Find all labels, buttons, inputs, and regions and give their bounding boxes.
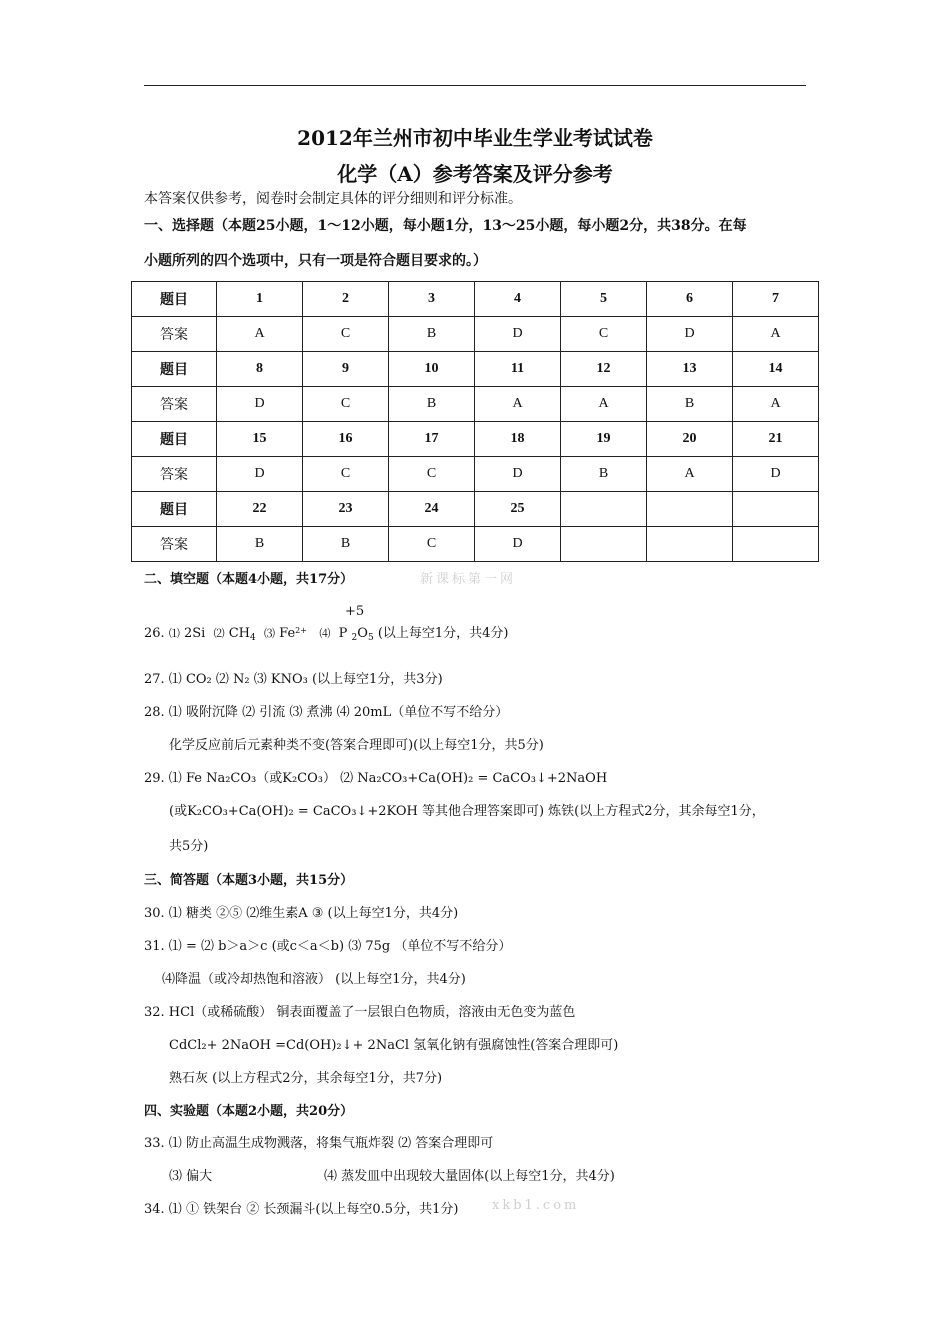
question-number-cell: 9 bbox=[303, 352, 389, 387]
section3-heading: 三、简答题（本题3小题，共15分） bbox=[144, 873, 354, 888]
answer-cell: C bbox=[303, 317, 389, 352]
q29-line2: (或K₂CO₃+Ca(OH)₂ = CaCO₃↓+2KOH 等其他合理答案即可) 炼铁(以上方程式2分，其余每空1分， bbox=[169, 804, 765, 819]
answer-cell: B bbox=[389, 387, 475, 422]
section1-heading-line1: 一、选择题（本题25小题，1～12小题，每小题1分，13～25小题，每小题2分，共38分。在每 bbox=[144, 218, 747, 234]
exam-subtitle: 化学（A）参考答案及评分参考 bbox=[337, 162, 613, 186]
section2-heading: 二、填空题（本题4小题，共17分） bbox=[144, 572, 354, 587]
q31-line1: 31. ⑴ = ⑵ b＞a＞c (或c＜a＜b) ⑶ 75g （单位不写不给分） bbox=[144, 939, 512, 954]
answer-row bbox=[132, 457, 819, 492]
answer-row bbox=[132, 527, 819, 562]
question-number-cell: 25 bbox=[475, 492, 561, 527]
q26-answer-1: 2Si bbox=[183, 626, 206, 641]
q26-mark-4: ⑷ bbox=[319, 627, 331, 640]
answer-row bbox=[132, 317, 819, 352]
section4-heading: 四、实验题（本题2小题，共20分） bbox=[144, 1104, 354, 1119]
exam-title: 2012年兰州市初中毕业生学业考试试卷 bbox=[297, 126, 653, 150]
answer-cell: D bbox=[217, 457, 303, 492]
question-number-cell: 4 bbox=[475, 282, 561, 317]
question-number-row bbox=[132, 352, 819, 387]
q26-answer-2: CH bbox=[228, 626, 251, 641]
answer-cell: D bbox=[733, 457, 819, 492]
q26-mark-2: ⑵ bbox=[213, 627, 225, 640]
question-label-cell: 题目 bbox=[132, 352, 217, 387]
answer-cell: B bbox=[389, 317, 475, 352]
question-number-cell: 17 bbox=[389, 422, 475, 457]
q33-line2b: ⑷ 蒸发皿中出现较大量固体(以上每空1分，共4分) bbox=[324, 1169, 615, 1184]
answer-cell: A bbox=[647, 457, 733, 492]
question-number-cell: 21 bbox=[733, 422, 819, 457]
answer-cell: D bbox=[647, 317, 733, 352]
question-number-row bbox=[132, 492, 819, 527]
answer-cell: C bbox=[303, 457, 389, 492]
answer-cell: A bbox=[475, 387, 561, 422]
question-number-cell: 15 bbox=[217, 422, 303, 457]
q33-line1: 33. ⑴ 防止高温生成物溅落，将集气瓶炸裂 ⑵ 答案合理即可 bbox=[144, 1136, 494, 1151]
answer-cell: A bbox=[217, 317, 303, 352]
q26-mark-3: ⑶ bbox=[264, 627, 276, 640]
question-number-cell: 3 bbox=[389, 282, 475, 317]
question-number-cell: 24 bbox=[389, 492, 475, 527]
answer-cell: B bbox=[217, 527, 303, 562]
watermark-site: xkb1.com bbox=[492, 1198, 580, 1213]
question-label-cell: 题目 bbox=[132, 282, 217, 317]
watermark-text: 新课标第一网 bbox=[420, 572, 517, 587]
answer-cell: D bbox=[217, 387, 303, 422]
answer-cell: B bbox=[303, 527, 389, 562]
q26-line: 26. ⑴ 2Si ⑵ $CH_4$ ⑶ $Fe^{2+}$ ⑷ P $_2O_5$ (以上每空1分，共4分) bbox=[144, 626, 509, 643]
q26-number: 26. bbox=[144, 626, 165, 641]
question-number-cell: 11 bbox=[475, 352, 561, 387]
question-number-cell bbox=[733, 492, 819, 527]
answer-table bbox=[131, 281, 819, 562]
q26-mark-1: ⑴ bbox=[168, 627, 180, 640]
intro-note: 本答案仅供参考，阅卷时会制定具体的评分细则和评分标准。 bbox=[144, 191, 522, 207]
answer-label-cell: 答案 bbox=[132, 387, 217, 422]
question-number-cell: 10 bbox=[389, 352, 475, 387]
question-number-cell bbox=[647, 492, 733, 527]
answer-label-cell: 答案 bbox=[132, 527, 217, 562]
question-number-cell: 16 bbox=[303, 422, 389, 457]
q32-line3: 熟石灰 (以上方程式2分，其余每空1分，共7分) bbox=[169, 1071, 443, 1086]
q26-answer-4: P bbox=[338, 626, 348, 641]
answer-cell: C bbox=[389, 457, 475, 492]
question-number-cell: 22 bbox=[217, 492, 303, 527]
question-number-row bbox=[132, 422, 819, 457]
answer-cell bbox=[647, 527, 733, 562]
answer-cell: A bbox=[561, 387, 647, 422]
q26-score: (以上每空1分，共4分) bbox=[377, 626, 509, 641]
q32-line2: CdCl₂+ 2NaOH =Cd(OH)₂↓+ 2NaCl 氢氧化钠有强腐蚀性(答案合理即可) bbox=[169, 1038, 619, 1053]
answer-cell: D bbox=[475, 317, 561, 352]
q28-line2: 化学反应前后元素种类不变(答案合理即可)(以上每空1分，共5分) bbox=[169, 738, 544, 753]
question-number-cell: 2 bbox=[303, 282, 389, 317]
q32-line1: 32. HCl（或稀硫酸） 铜表面覆盖了一层银白色物质，溶液由无色变为蓝色 bbox=[144, 1005, 576, 1020]
q26-answer-3: Fe bbox=[279, 626, 296, 641]
q27-line: 27. ⑴ CO₂ ⑵ N₂ ⑶ KNO₃ (以上每空1分，共3分) bbox=[144, 672, 443, 687]
section1-heading-line2: 小题所列的四个选项中，只有一项是符合题目要求的。） bbox=[144, 253, 487, 269]
question-number-cell bbox=[561, 492, 647, 527]
answer-cell: C bbox=[389, 527, 475, 562]
answer-cell: A bbox=[733, 317, 819, 352]
answer-label-cell: 答案 bbox=[132, 457, 217, 492]
answer-cell: B bbox=[561, 457, 647, 492]
question-number-cell: 6 bbox=[647, 282, 733, 317]
answer-cell bbox=[733, 527, 819, 562]
question-number-cell: 23 bbox=[303, 492, 389, 527]
question-label-cell: 题目 bbox=[132, 422, 217, 457]
answer-cell: D bbox=[475, 457, 561, 492]
answer-cell: B bbox=[647, 387, 733, 422]
answer-cell: C bbox=[561, 317, 647, 352]
question-number-row bbox=[132, 282, 819, 317]
answer-row bbox=[132, 387, 819, 422]
question-label-cell: 题目 bbox=[132, 492, 217, 527]
answer-cell: A bbox=[733, 387, 819, 422]
q28-line1: 28. ⑴ 吸附沉降 ⑵ 引流 ⑶ 煮沸 ⑷ 20mL（单位不写不给分） bbox=[144, 705, 509, 720]
answer-cell: D bbox=[475, 527, 561, 562]
question-number-cell: 7 bbox=[733, 282, 819, 317]
q29-line1: 29. ⑴ Fe Na₂CO₃（或K₂CO₃） ⑵ Na₂CO₃+Ca(OH)₂ = CaCO₃↓+2NaOH bbox=[144, 771, 608, 786]
question-number-cell: 8 bbox=[217, 352, 303, 387]
question-number-cell: 19 bbox=[561, 422, 647, 457]
question-number-cell: 1 bbox=[217, 282, 303, 317]
question-number-cell: 14 bbox=[733, 352, 819, 387]
q31-line2: ⑷降温（或冷却热饱和溶液） (以上每空1分，共4分) bbox=[162, 972, 466, 987]
answer-label-cell: 答案 bbox=[132, 317, 217, 352]
top-rule bbox=[144, 85, 806, 86]
q29-line3: 共5分) bbox=[169, 839, 209, 854]
q30-line: 30. ⑴ 糖类 ②⑤ ⑵维生素A ③ (以上每空1分，共4分) bbox=[144, 906, 459, 921]
question-number-cell: 13 bbox=[647, 352, 733, 387]
answer-cell: C bbox=[303, 387, 389, 422]
question-number-cell: 12 bbox=[561, 352, 647, 387]
q34-line: 34. ⑴ ① 铁架台 ② 长颈漏斗(以上每空0.5分，共1分) bbox=[144, 1202, 459, 1217]
answer-cell bbox=[561, 527, 647, 562]
valence-mark: +5 bbox=[345, 604, 365, 619]
question-number-cell: 18 bbox=[475, 422, 561, 457]
question-number-cell: 20 bbox=[647, 422, 733, 457]
question-number-cell: 5 bbox=[561, 282, 647, 317]
q33-line2a: ⑶ 偏大 bbox=[169, 1169, 213, 1184]
